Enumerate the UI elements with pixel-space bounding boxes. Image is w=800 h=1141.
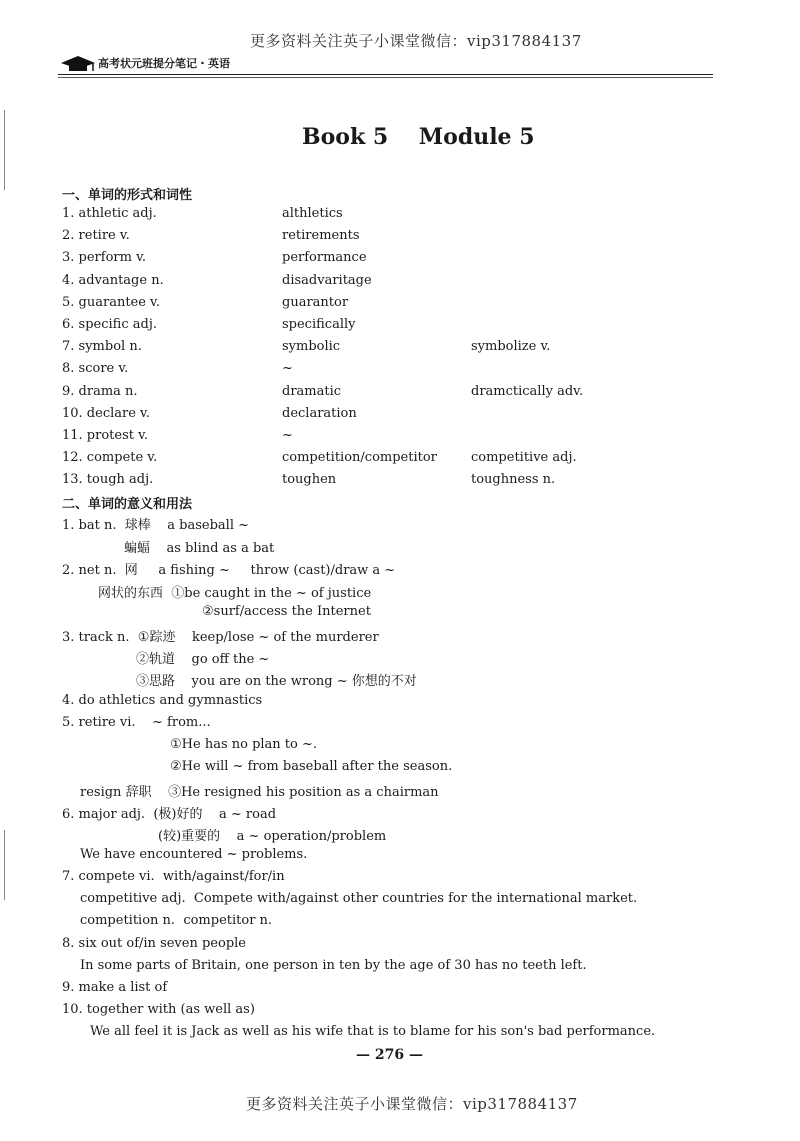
usage-line: ②surf/access the Internet xyxy=(202,604,371,619)
usage-line: 网状的东西 ①be caught in the ~ of justice xyxy=(98,586,372,601)
word-derived-form: competition/competitor xyxy=(282,450,437,466)
word-derived-form: guarantor xyxy=(282,294,349,310)
word-derived-form: althletics xyxy=(282,206,343,221)
usage-line: ②轨道 go off the ~ xyxy=(136,652,270,667)
word-base-form: 3. perform v. xyxy=(62,250,147,266)
usage-line: competition n. competitor n. xyxy=(80,913,273,928)
word-base-form: 11. protest v. xyxy=(62,428,149,443)
word-derived-form: symbolize v. xyxy=(471,339,551,355)
running-header: 高考状元班提分笔记・英语 xyxy=(98,57,230,70)
word-base-form: 10. declare v. xyxy=(62,405,150,421)
word-derived-form: ~ xyxy=(282,428,293,443)
usage-line: ③思路 you are on the wrong ~ 你想的不对 xyxy=(136,674,417,689)
usage-line: We all feel it is Jack as well as his wife that is to blame for his son's bad performance. xyxy=(90,1024,656,1039)
word-derived-form: specifically xyxy=(282,317,356,332)
usage-line: 9. make a list of xyxy=(62,980,168,995)
word-base-form: 9. drama n. xyxy=(62,383,138,399)
word-derived-form: declaration xyxy=(282,405,357,421)
usage-line: 4. do athletics and gymnastics xyxy=(62,693,263,708)
usage-line: resign 辞职 ③He resigned his position as a chairman xyxy=(80,785,439,800)
word-derived-form: disadvaritage xyxy=(282,272,372,288)
watermark-top: 更多资料关注英子小课堂微信：vip317884137 xyxy=(250,32,582,50)
word-base-form: 1. athletic adj. xyxy=(62,206,157,221)
scan-edge-line xyxy=(4,830,5,900)
word-derived-form: competitive adj. xyxy=(471,450,577,466)
usage-line: 7. compete vi. with/against/for/in xyxy=(62,869,285,884)
usage-line: 2. net n. 网 a fishing ~ throw (cast)/draw a ~ xyxy=(62,563,396,578)
word-derived-form: retirements xyxy=(282,228,360,244)
usage-line: 3. track n. ①踪迹 keep/lose ~ of the murderer xyxy=(62,630,379,645)
usage-line: ②He will ~ from baseball after the season. xyxy=(170,759,453,774)
usage-line: 1. bat n. 球棒 a baseball ~ xyxy=(62,518,249,533)
usage-line: 10. together with (as well as) xyxy=(62,1002,255,1017)
usage-line: 蝙蝠 as blind as a bat xyxy=(124,541,275,556)
word-derived-form: toughen xyxy=(282,472,337,488)
word-base-form: 4. advantage n. xyxy=(62,272,164,288)
word-base-form: 8. score v. xyxy=(62,361,129,377)
usage-line: In some parts of Britain, one person in ten by the age of 30 has no teeth left. xyxy=(80,958,587,973)
word-base-form: 6. specific adj. xyxy=(62,317,157,332)
word-derived-form: toughness n. xyxy=(471,472,556,488)
usage-line: 6. major adj. (极)好的 a ~ road xyxy=(62,807,277,822)
page-number: — 276 — xyxy=(356,1047,423,1063)
word-derived-form: ~ xyxy=(282,361,293,377)
word-base-form: 12. compete v. xyxy=(62,450,158,466)
scan-edge-line xyxy=(4,110,5,190)
usage-line: competitive adj. Compete with/against other countries for the international market. xyxy=(80,891,638,906)
usage-line: 5. retire vi. ~ from... xyxy=(62,715,211,730)
word-base-form: 7. symbol n. xyxy=(62,339,142,355)
usage-line: (较)重要的 a ~ operation/problem xyxy=(158,829,387,844)
header-rule-thin xyxy=(58,77,713,78)
word-derived-form: dramctically adv. xyxy=(471,383,584,399)
word-derived-form: performance xyxy=(282,250,367,266)
usage-line: We have encountered ~ problems. xyxy=(80,847,308,862)
word-derived-form: dramatic xyxy=(282,383,342,399)
word-base-form: 2. retire v. xyxy=(62,228,130,244)
section-heading: 二、单词的意义和用法 xyxy=(62,497,193,512)
word-derived-form: symbolic xyxy=(282,339,341,355)
section-heading: 一、单词的形式和词性 xyxy=(62,188,193,203)
header-rule xyxy=(58,74,713,75)
usage-line: ①He has no plan to ~. xyxy=(170,737,318,752)
word-base-form: 13. tough adj. xyxy=(62,472,154,488)
watermark-bottom: 更多资料关注英子小课堂微信：vip317884137 xyxy=(246,1095,578,1113)
word-base-form: 5. guarantee v. xyxy=(62,294,160,310)
page-title: Book 5 Module 5 xyxy=(302,124,535,150)
usage-line: 8. six out of/in seven people xyxy=(62,936,246,951)
